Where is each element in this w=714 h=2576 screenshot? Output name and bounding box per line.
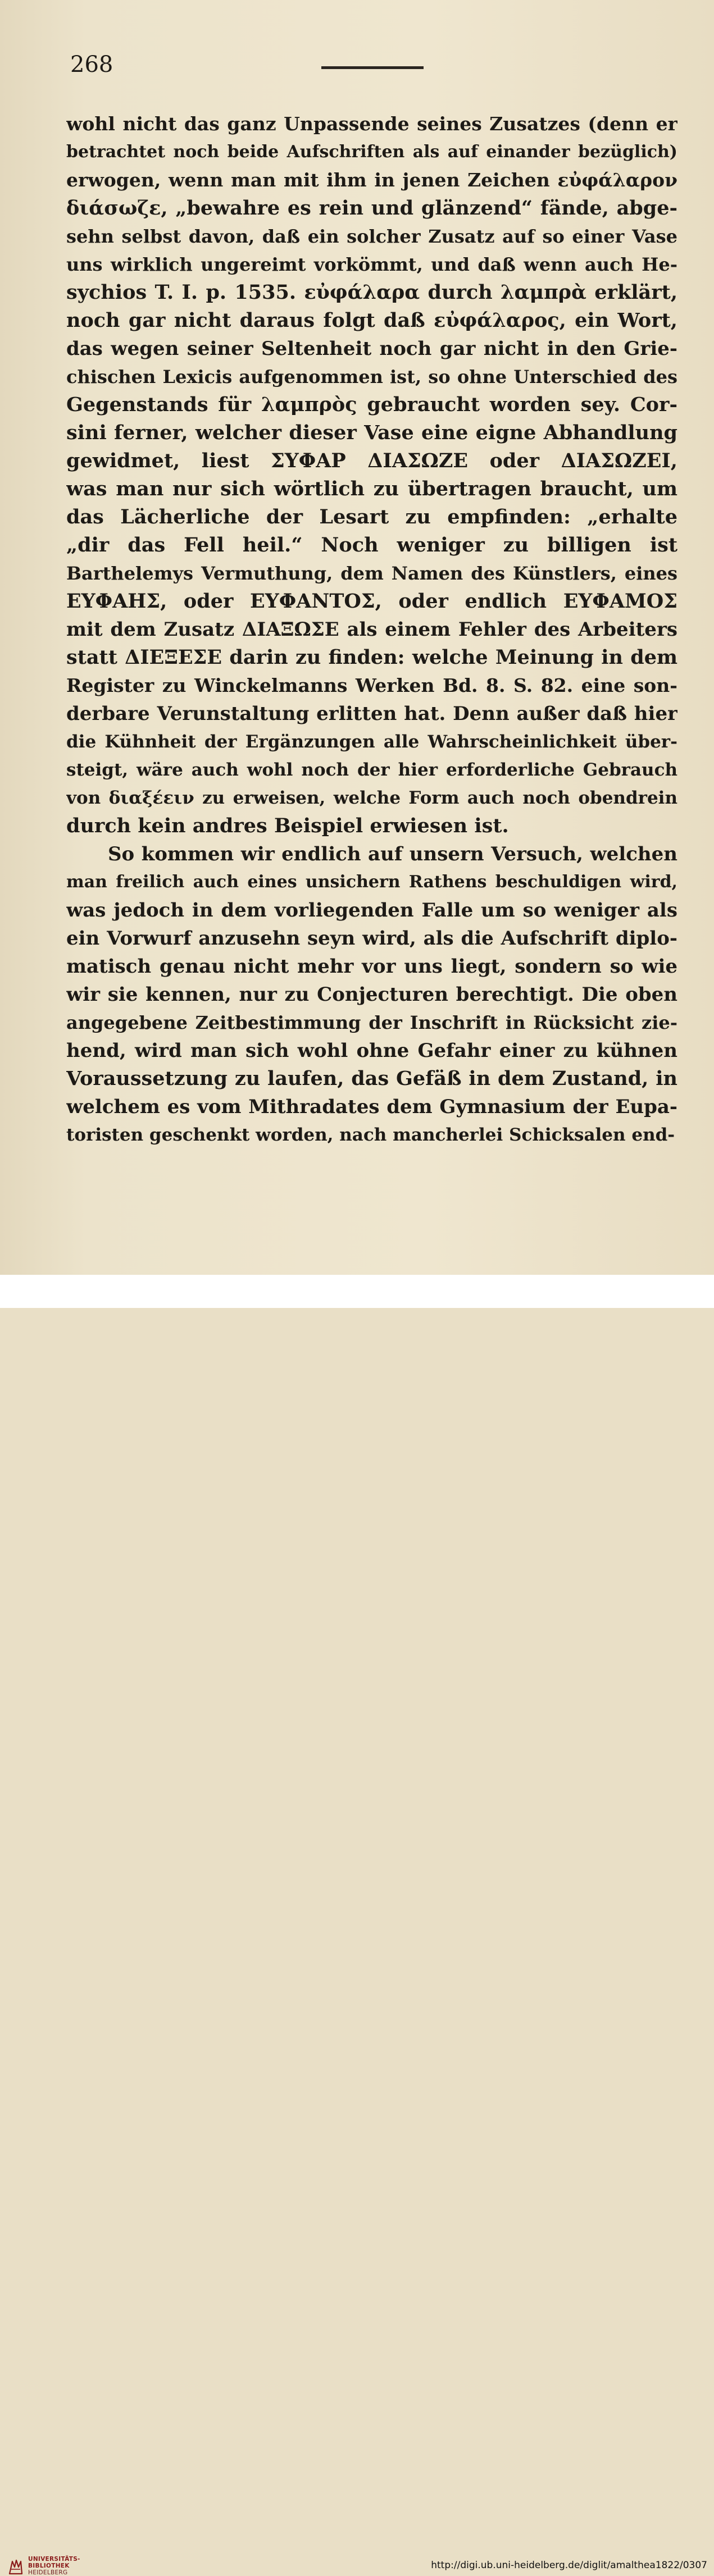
text-line: toristen geschenkt worden, nach mancherlei Schicksalen end- bbox=[66, 1125, 675, 1145]
footer-bar bbox=[0, 1275, 714, 2576]
text-line: διάσωζε, „bewahre es rein und glänzend“ fände, abge- bbox=[66, 197, 677, 220]
text-line: was man nur sich wörtlich zu übertragen braucht, um bbox=[66, 477, 677, 500]
logo-line-3: HEIDELBERG bbox=[28, 2569, 68, 2576]
text-line: uns wirklich ungereimt vorkömmt, und daß wenn auch He- bbox=[66, 254, 677, 275]
text-line: was jedoch in dem vorliegenden Falle um so weniger als bbox=[66, 899, 677, 922]
logo-line-1: UNIVERSITÄTS- bbox=[28, 2556, 80, 2563]
text-line: Barthelemys Vermuthung, dem Namen des Künstlers, eines bbox=[66, 563, 677, 584]
library-logo-icon bbox=[8, 2558, 24, 2576]
text-line: angegebene Zeitbestimmung der Inschrift in Rücksicht zie- bbox=[66, 1012, 677, 1033]
page-number: 268 bbox=[70, 52, 113, 77]
body-text bbox=[66, 110, 677, 1149]
text-line: mit dem Zusatz ΔΙΑΞΩΣΕ als einem Fehler des Arbeiters bbox=[66, 618, 677, 641]
text-line: derbare Verunstaltung erlitten hat. Denn außer daß hier bbox=[66, 703, 677, 725]
text-line: durch kein andres Beispiel erwiesen ist. bbox=[66, 814, 509, 837]
text-line: wohl nicht das ganz Unpassende seines Zusatzes (denn er bbox=[66, 113, 677, 135]
text-line: „dir das Fell heil.“ Noch weniger zu billigen ist bbox=[66, 534, 677, 557]
text-line: das wegen seiner Seltenheit noch gar nicht in den Grie- bbox=[66, 338, 677, 360]
text-line: hend, wird man sich wohl ohne Gefahr einer zu kühnen bbox=[66, 1039, 677, 1062]
text-line: matisch genau nicht mehr vor uns liegt, sondern so wie bbox=[66, 955, 677, 978]
text-line: sini ferner, welcher dieser Vase eine eigne Abhandlung bbox=[66, 421, 677, 444]
library-logo-text bbox=[28, 2556, 80, 2576]
text-line: das Lächerliche der Lesart zu empfinden: „erhalte bbox=[66, 505, 677, 528]
text-line: noch gar nicht daraus folgt daß εὐφάλαρος, ein Wort, bbox=[66, 309, 677, 332]
text-line: Voraussetzung zu laufen, das Gefäß in dem Zustand, in bbox=[66, 1067, 677, 1090]
header-rule bbox=[321, 66, 424, 69]
text-line: welchem es vom Mithradates dem Gymnasium der Eupa- bbox=[66, 1096, 677, 1118]
text-line: So kommen wir endlich auf unsern Versuch, welchen bbox=[108, 843, 677, 865]
text-line: man freilich auch eines unsichern Rathens beschuldigen wird, bbox=[66, 872, 677, 892]
scanned-page bbox=[0, 0, 714, 1275]
text-line: steigt, wäre auch wohl noch der hier erforderliche Gebrauch bbox=[66, 760, 677, 780]
text-line: sychios T. I. p. 1535. εὐφάλαρα durch λαμπρὰ erklärt, bbox=[66, 281, 677, 304]
text-line: Register zu Winckelmanns Werken Bd. 8. S. 82. eine son- bbox=[66, 674, 677, 696]
text-line: wir sie kennen, nur zu Conjecturen berechtigt. Die oben bbox=[66, 983, 677, 1006]
text-line: erwogen, wenn man mit ihm in jenen Zeichen εὐφάλαρον bbox=[66, 169, 677, 191]
text-line: die Kühnheit der Ergänzungen alle Wahrscheinlichkeit über- bbox=[66, 732, 677, 752]
text-line: ΕΥΦΑΗΣ, oder ΕΥΦΑΝΤΟΣ, oder endlich ΕΥΦΑΜΟΣ bbox=[66, 590, 677, 613]
text-line: von διαξέειν zu erweisen, welche Form auch noch obendrein bbox=[66, 788, 677, 808]
text-line: sehn selbst davon, daß ein solcher Zusatz auf so einer Vase bbox=[66, 226, 677, 247]
text-line: gewidmet, liest ΣΥΦΑΡ ΔΙΑΣΩΖΕ oder ΔΙΑΣΩΖΕΙ, bbox=[66, 449, 677, 472]
text-line: chischen Lexicis aufgenommen ist, so ohne Unterschied des bbox=[66, 366, 677, 387]
text-line: statt ΔΙΕΞΕΣΕ darin zu finden: welche Meinung in dem bbox=[66, 646, 677, 669]
text-line: betrachtet noch beide Aufschriften als auf einander bezüglich) bbox=[66, 142, 677, 162]
text-line: ein Vorwurf anzusehn seyn wird, als die Aufschrift diplo- bbox=[66, 927, 677, 950]
source-url-link[interactable]: http://digi.ub.uni-heidelberg.de/diglit/amalthea1822/0307 bbox=[431, 2560, 707, 2571]
text-line: Gegenstands für λαμπρὸς gebraucht worden sey. Cor- bbox=[66, 393, 677, 416]
logo-line-2: BIBLIOTHEK bbox=[28, 2563, 70, 2569]
